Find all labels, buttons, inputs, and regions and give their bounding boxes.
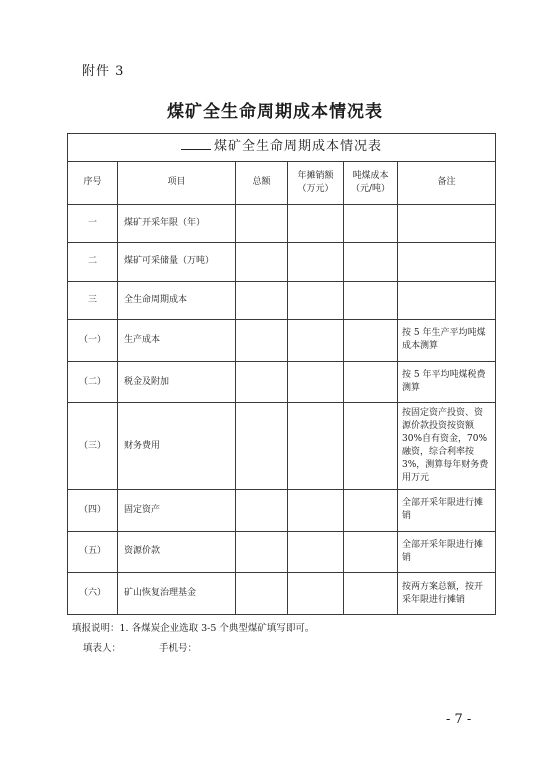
table-row xyxy=(68,573,496,615)
cell-annual xyxy=(288,403,344,490)
cell-annual xyxy=(288,281,344,319)
table-row xyxy=(68,361,496,403)
cell-item: 煤矿开采年限（年） xyxy=(118,204,236,242)
cell-per-ton xyxy=(344,531,398,573)
header-annual: 年摊销额（万元） xyxy=(288,162,344,205)
cell-item: 资源价款 xyxy=(118,531,236,573)
page-number: - 7 - xyxy=(446,712,472,727)
table-header-row xyxy=(68,162,496,205)
cell-note xyxy=(398,204,496,242)
cell-item: 生产成本 xyxy=(118,320,236,362)
cell-total xyxy=(236,361,288,403)
cell-annual xyxy=(288,573,344,615)
header-item: 项目 xyxy=(118,162,236,205)
cell-per-ton xyxy=(344,573,398,615)
table-row xyxy=(68,403,496,490)
cell-seq: （一） xyxy=(68,320,118,362)
cell-annual xyxy=(288,320,344,362)
cell-total xyxy=(236,490,288,532)
cost-table-container xyxy=(67,133,495,615)
cell-total xyxy=(236,403,288,490)
cell-per-ton xyxy=(344,243,398,281)
cell-annual xyxy=(288,361,344,403)
cell-total xyxy=(236,531,288,573)
cell-annual xyxy=(288,490,344,532)
cell-note: 按两方案总额，按开采年限进行摊销 xyxy=(398,573,496,615)
cell-total xyxy=(236,281,288,319)
cell-per-ton xyxy=(344,320,398,362)
header-total: 总额 xyxy=(236,162,288,205)
cell-note: 按固定资产投资、资源价款投资按资额 30%自有资金，70%融资，综合利率按 3%，测算每年财务费用万元 xyxy=(398,403,496,490)
cell-seq: 一 xyxy=(68,204,118,242)
cell-seq: 三 xyxy=(68,281,118,319)
cell-per-ton xyxy=(344,361,398,403)
cell-total xyxy=(236,573,288,615)
footer-signature-line xyxy=(83,640,197,654)
cell-per-ton xyxy=(344,403,398,490)
cell-annual xyxy=(288,243,344,281)
filler-label: 填表人： xyxy=(83,643,122,654)
table-caption: 煤矿全生命周期成本情况表 xyxy=(214,139,383,155)
cell-item: 税金及附加 xyxy=(118,361,236,403)
cell-annual xyxy=(288,531,344,573)
cell-note xyxy=(398,281,496,319)
phone-label: 手机号： xyxy=(159,643,198,654)
table-row xyxy=(68,243,496,281)
cell-note: 全部开采年限进行摊销 xyxy=(398,531,496,573)
cell-note xyxy=(398,243,496,281)
cell-per-ton xyxy=(344,281,398,319)
cell-seq: （五） xyxy=(68,531,118,573)
cell-seq: （二） xyxy=(68,361,118,403)
document-title: 煤矿全生命周期成本情况表 xyxy=(167,102,383,122)
cell-total xyxy=(236,320,288,362)
cell-seq: （三） xyxy=(68,403,118,490)
cell-per-ton xyxy=(344,490,398,532)
header-note: 备注 xyxy=(398,162,496,205)
cell-seq: （六） xyxy=(68,573,118,615)
table-caption-cell xyxy=(68,134,496,162)
table-row xyxy=(68,320,496,362)
cell-item: 财务费用 xyxy=(118,403,236,490)
cell-note: 按 5 年生产平均吨煤成本测算 xyxy=(398,320,496,362)
cell-seq: 二 xyxy=(68,243,118,281)
header-seq: 序号 xyxy=(68,162,118,205)
cell-item: 煤矿可采储量（万吨） xyxy=(118,243,236,281)
annex-label: 附件 3 xyxy=(82,64,125,79)
cell-seq: （四） xyxy=(68,490,118,532)
table-caption-row xyxy=(68,134,496,162)
table-row xyxy=(68,204,496,242)
cell-total xyxy=(236,204,288,242)
cell-per-ton xyxy=(344,204,398,242)
cell-note: 全部开采年限进行摊销 xyxy=(398,490,496,532)
cell-total xyxy=(236,243,288,281)
blank-fill-line xyxy=(181,149,211,150)
cell-annual xyxy=(288,204,344,242)
cell-item: 矿山恢复治理基金 xyxy=(118,573,236,615)
cell-item: 全生命周期成本 xyxy=(118,281,236,319)
table-row xyxy=(68,281,496,319)
cell-note: 按 5 年平均吨煤税费测算 xyxy=(398,361,496,403)
cell-item: 固定资产 xyxy=(118,490,236,532)
table-row xyxy=(68,490,496,532)
fill-instructions: 填报说明：1. 各煤炭企业选取 3-5 个典型煤矿填写即可。 xyxy=(72,623,315,634)
cost-table xyxy=(67,133,496,615)
header-per-ton: 吨煤成本（元/吨） xyxy=(344,162,398,205)
table-row xyxy=(68,531,496,573)
